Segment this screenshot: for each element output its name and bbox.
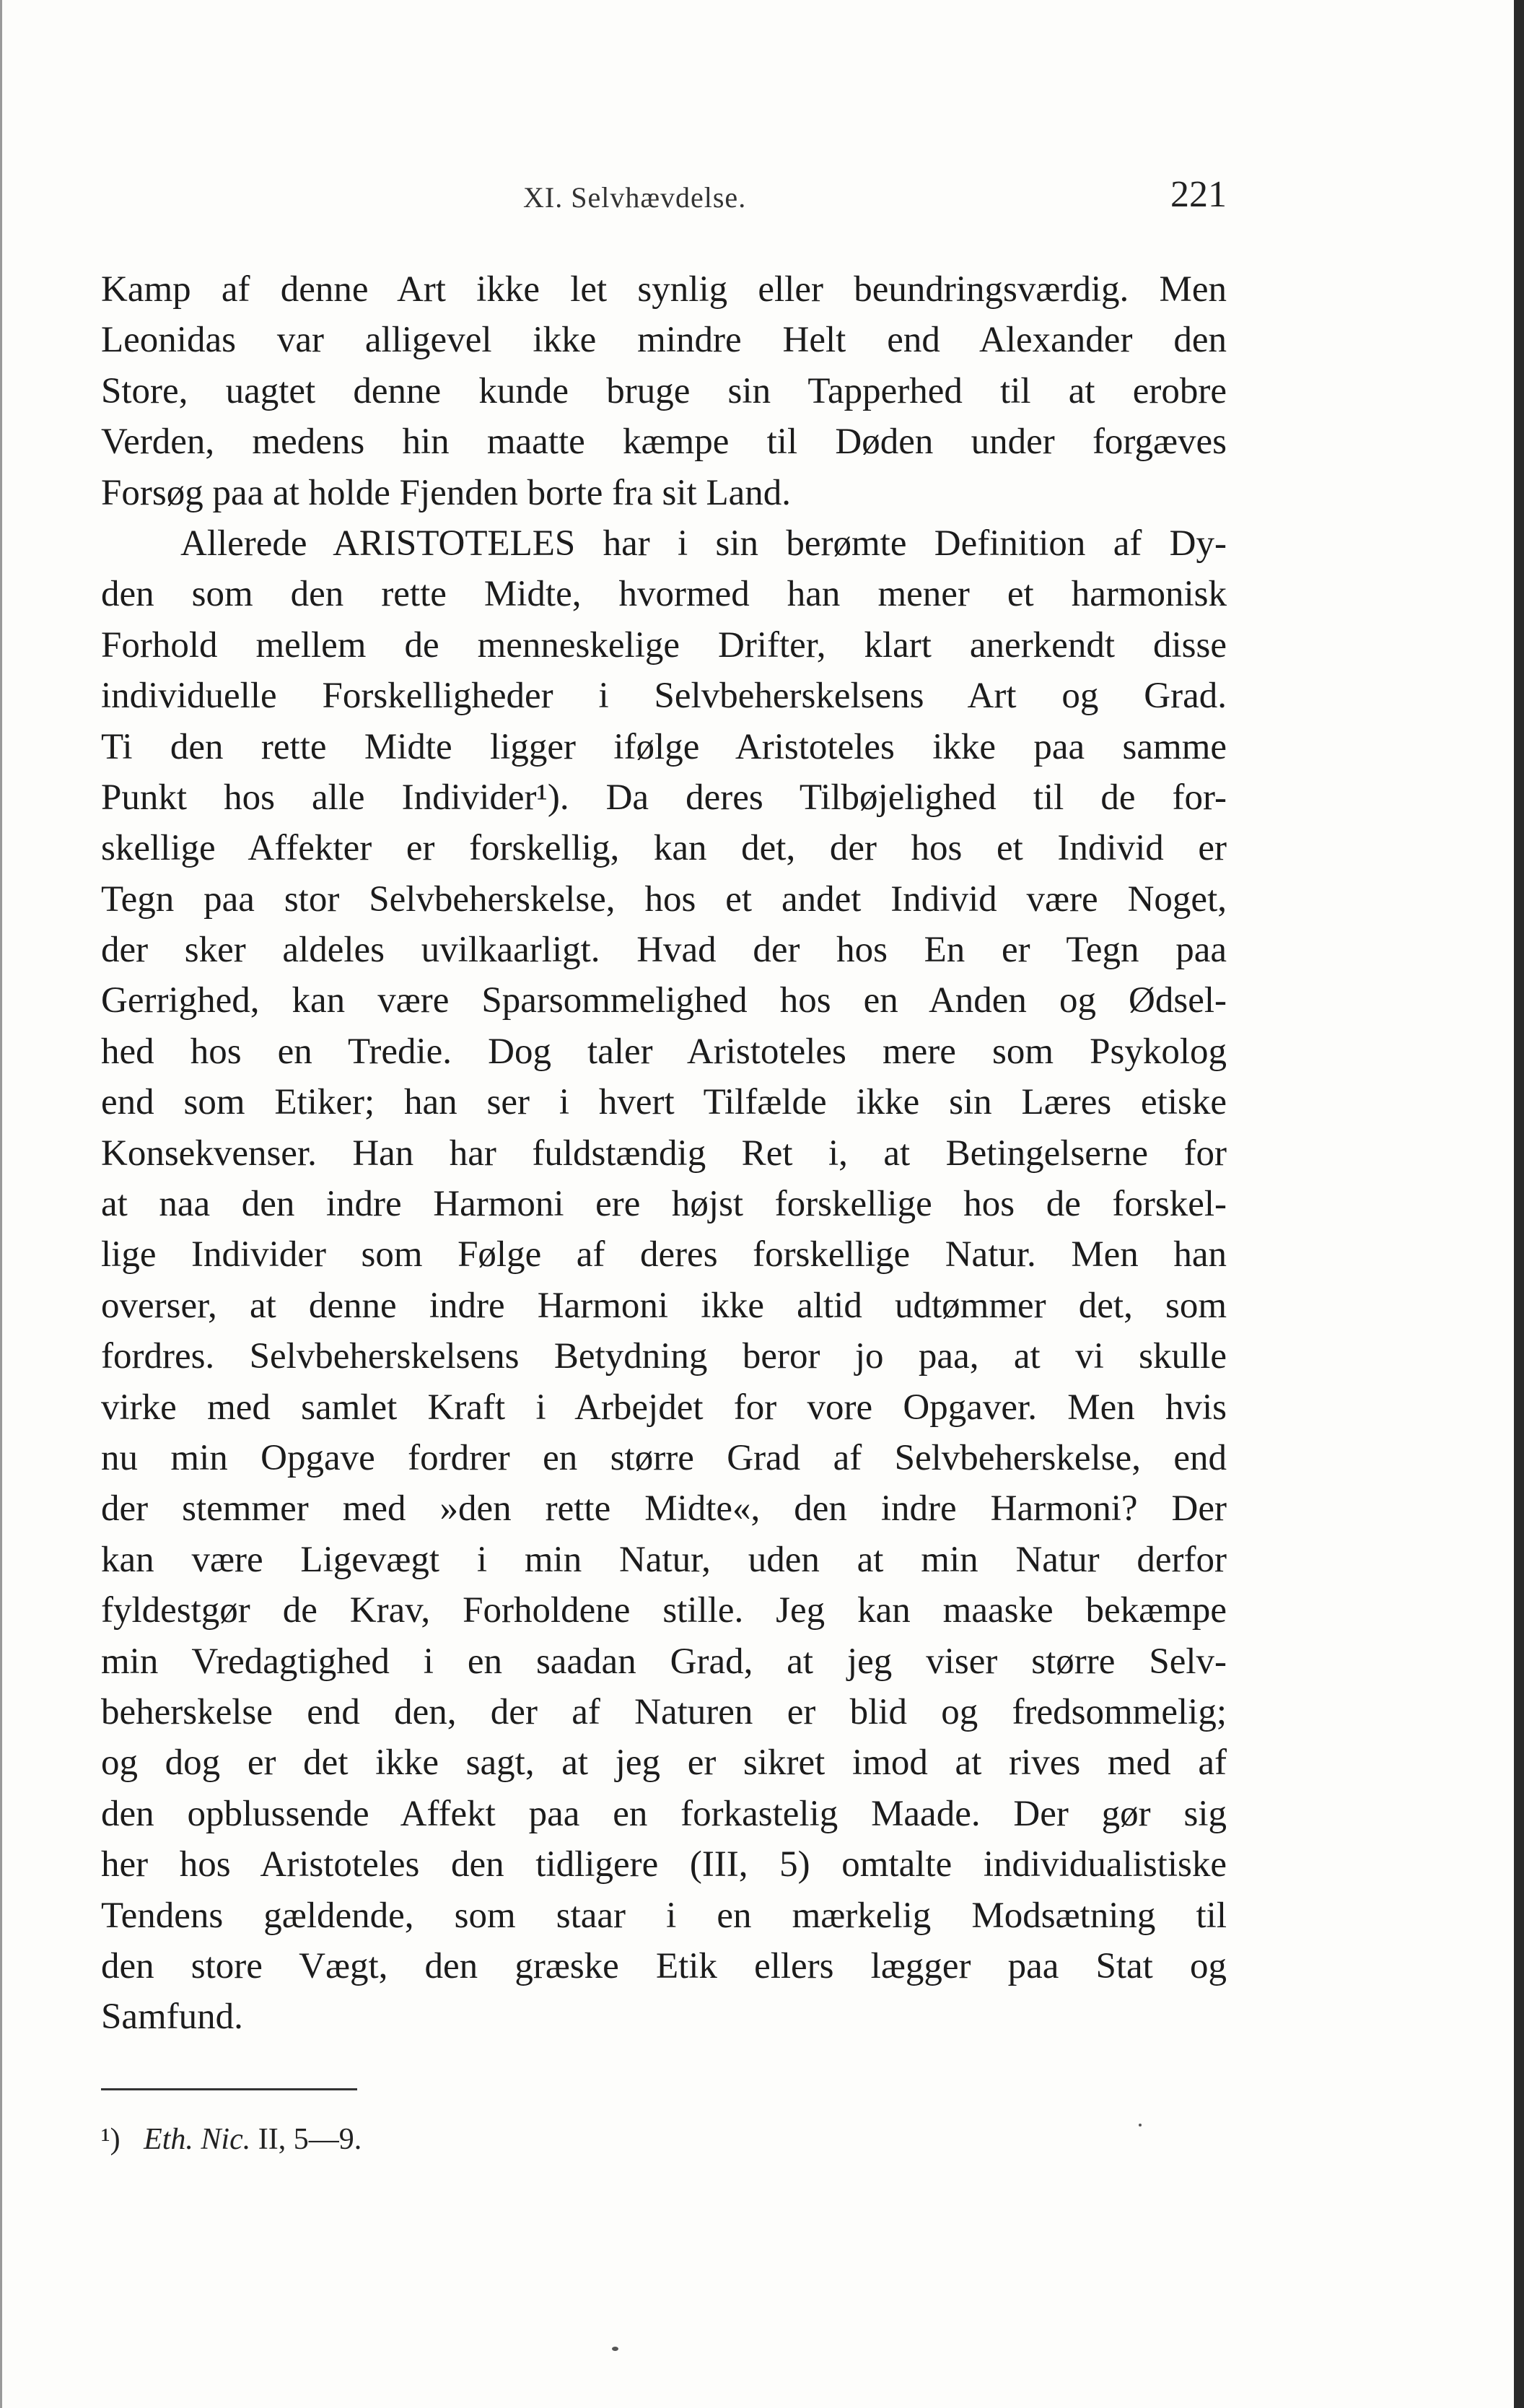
footnote-rule xyxy=(101,2088,357,2090)
text-line: nu min Opgave fordrer en større Grad af Selvbeherskelse, end xyxy=(101,1437,1227,1478)
text-line: lige Individer som Følge af deres forskellige Natur. Men han xyxy=(101,1234,1227,1275)
page-edge-left xyxy=(0,0,2,2408)
text-line: Forsøg paa at holde Fjenden borte fra sit Land. xyxy=(101,472,792,513)
text-line: at naa den indre Harmoni ere højst forskellige hos de forskel- xyxy=(101,1184,1227,1225)
text-line: og dog er det ikke sagt, at jeg er sikret imod at rives med af xyxy=(101,1742,1227,1784)
text-line: Tegn paa stor Selvbeherskelse, hos et andet Individ være Noget, xyxy=(101,878,1227,920)
text-line: Leonidas var alligevel ikke mindre Helt end Alexander den xyxy=(101,320,1227,361)
text-line: fyldestgør de Krav, Forholdene stille. Jeg kan maaske bekæmpe xyxy=(101,1590,1227,1631)
text-line: beherskelse end den, der af Naturen er blid og fredsommelig; xyxy=(101,1691,1227,1732)
scan-speck xyxy=(1139,2124,1142,2126)
page-header xyxy=(101,173,1227,224)
text-line: Punkt hos alle Individer¹). Da deres Tilbøjelighed til de for- xyxy=(101,777,1227,818)
text-line: overser, at denne indre Harmoni ikke altid udtømmer det, som xyxy=(101,1285,1227,1326)
text-line: Ti den rette Midte ligger ifølge Aristoteles ikke paa samme xyxy=(101,726,1227,767)
text-line: den som den rette Midte, hvormed han mener et harmonisk xyxy=(101,574,1227,615)
body-text xyxy=(101,264,1227,2043)
text-line: Tendens gældende, som staar i en mærkelig Modsætning til xyxy=(101,1895,1227,1936)
text-line: virke med samlet Kraft i Arbejdet for vore Opgaver. Men hvis xyxy=(101,1387,1227,1428)
text-line: den opblussende Affekt paa en forkastelig Maade. Der gør sig xyxy=(101,1793,1227,1834)
footnote-marker: ¹) xyxy=(101,2123,121,2156)
page-edge-right xyxy=(1514,0,1524,2408)
text-line: skellige Affekter er forskellig, kan det, der hos et Individ er xyxy=(101,828,1227,869)
text-line: her hos Aristoteles den tidligere (III, 5) omtalte individualistiske xyxy=(101,1844,1227,1885)
scan-speck xyxy=(612,2347,618,2351)
text-line: Konsekvenser. Han har fuldstændig Ret i, at Betingelserne for xyxy=(101,1133,1227,1174)
text-line: Gerrighed, kan være Sparsommelighed hos en Anden og Ødsel- xyxy=(101,980,1227,1021)
text-line: min Vredagtighed i en saadan Grad, at jeg viser større Selv- xyxy=(101,1641,1227,1682)
running-head: XI. Selvhævdelse. xyxy=(523,181,747,214)
footnote-reference: II, 5—9. xyxy=(258,2123,362,2156)
footnote-work-title: Eth. Nic. xyxy=(144,2123,251,2156)
text-line: hed hos en Tredie. Dog taler Aristoteles mere som Psykolog xyxy=(101,1031,1227,1072)
text-line: end som Etiker; han ser i hvert Tilfælde ikke sin Læres etiske xyxy=(101,1082,1227,1123)
text-line-paragraph-start: Allerede ARISTOTELES har i sin berømte Definition af Dy- xyxy=(180,523,1227,564)
footnote xyxy=(101,2122,362,2157)
text-line: Store, uagtet denne kunde bruge sin Tapperhed til at erobre xyxy=(101,370,1227,411)
text-line: kan være Ligevægt i min Natur, uden at min Natur derfor xyxy=(101,1539,1227,1580)
text-line: der sker aldeles uvilkaarligt. Hvad der hos En er Tegn paa xyxy=(101,930,1227,971)
text-line: den store Vægt, den græske Etik ellers lægger paa Stat og xyxy=(101,1945,1227,1986)
text-line: fordres. Selvbeherskelsens Betydning beror jo paa, at vi skulle xyxy=(101,1336,1227,1377)
text-line: Forhold mellem de menneskelige Drifter, klart anerkendt disse xyxy=(101,624,1227,666)
text-line: individuelle Forskelligheder i Selvbeherskelsens Art og Grad. xyxy=(101,676,1227,717)
text-line: Verden, medens hin maatte kæmpe til Døden under forgæves xyxy=(101,422,1227,463)
text-line: der stemmer med »den rette Midte«, den indre Harmoni? Der xyxy=(101,1488,1227,1530)
text-line: Samfund. xyxy=(101,1997,243,2038)
text-line: Kamp af denne Art ikke let synlig eller beundringsværdig. Men xyxy=(101,269,1227,310)
page-number: 221 xyxy=(1170,174,1227,215)
